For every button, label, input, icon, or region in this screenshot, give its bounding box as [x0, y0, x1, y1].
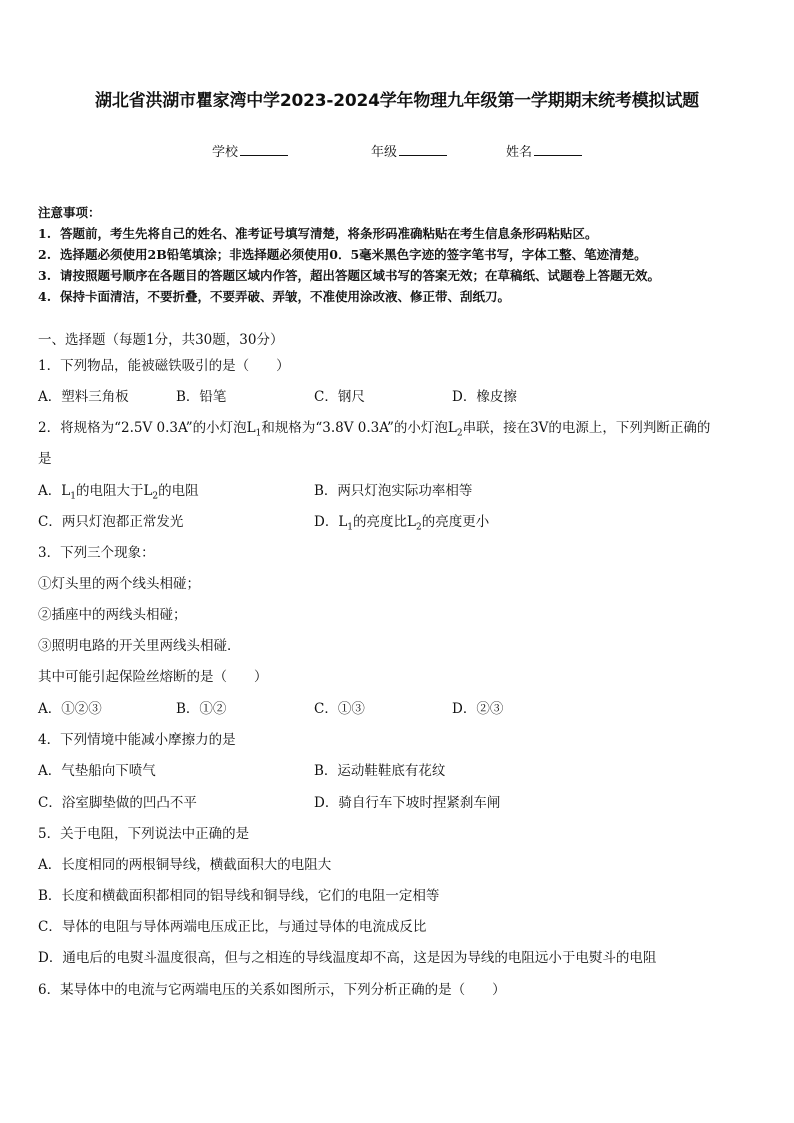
q4-option-d: D．骑自行车下坡时捏紧刹车闸 [314, 795, 501, 811]
q4-stem: 4．下列情境中能减小摩擦力的是 [38, 732, 236, 748]
q4-option-b: B．运动鞋鞋底有花纹 [314, 763, 446, 779]
q1-option-b: B．铅笔 [176, 389, 227, 405]
q3-option-b: B．①② [176, 701, 227, 717]
school-label: 学校 [212, 145, 239, 160]
q5-option-b: B．长度和横截面积都相同的铝导线和铜导线，它们的电阻一定相等 [38, 888, 440, 904]
q6-stem: 6．某导体中的电流与它两端电压的关系如图所示，下列分析正确的是（ ） [38, 982, 506, 998]
q1-option-c: C．钢尺 [314, 389, 365, 405]
q3-question: 其中可能引起保险丝熔断的是（ ） [38, 669, 268, 685]
page-title: 湖北省洪湖市瞿家湾中学2023-2024学年物理九年级第一学期期末统考模拟试题 [95, 91, 699, 111]
section-heading: 一、选择题（每题1分，共30题，30分） [38, 332, 284, 348]
notice-item: 1. 答题前，考生先将自己的姓名、准考证号填写清楚，将条形码准确粘贴在考生信息条形码粘贴区。 [38, 226, 598, 241]
q3-item: ③照明电路的开关里两线头相碰． [38, 638, 241, 654]
q2-option-b: B．两只灯泡实际功率相等 [314, 483, 473, 499]
grade-label: 年级 [371, 145, 398, 160]
q1-option-d: D．橡皮擦 [452, 389, 517, 405]
q2-option-a: A．$L_1$的电阻大于$L_2$的电阻 [38, 483, 199, 502]
q4-option-a: A．气垫船向下喷气 [38, 763, 156, 779]
notice-item: 2. 选择题必须使用2B铅笔填涂；非选择题必须使用0．5毫米黑色字迹的签字笔书写，字体工整、笔迹清楚。 [38, 247, 647, 262]
q2-stem: 2．将规格为“2.5V 0.3A”的小灯泡$L_1$和规格为“3.8V 0.3A”的小灯泡$L_2$串联，接在3V的电源上，下列判断正确的 [38, 420, 711, 439]
q5-option-d: D．通电后的电熨斗温度很高，但与之相连的导线温度却不高，这是因为导线的电阻远小于电熨斗的电阻 [38, 950, 657, 966]
name-field [506, 141, 582, 160]
grade-blank [399, 143, 447, 156]
q3-stem: 3．下列三个现象： [38, 545, 155, 561]
q4-option-c: C．浴室脚垫做的凹凸不平 [38, 795, 197, 811]
q3-option-d: D．②③ [452, 701, 504, 717]
school-blank [240, 143, 288, 156]
notice-item: 4. 保持卡面清洁，不要折叠，不要弄破、弄皱，不准使用涂改液、修正带、刮纸刀。 [38, 289, 511, 304]
q1-option-a: A．塑料三角板 [38, 389, 129, 405]
q3-item: ①灯头里的两个线头相碰； [38, 576, 200, 592]
q3-option-a: A．①②③ [38, 701, 102, 717]
q2-option-c: C．两只灯泡都正常发光 [38, 514, 184, 530]
q5-stem: 5．关于电阻，下列说法中正确的是 [38, 826, 250, 842]
q1-stem: 1．下列物品，能被磁铁吸引的是（ ） [38, 358, 290, 374]
q3-item: ②插座中的两线头相碰； [38, 607, 187, 623]
school-field [212, 141, 288, 160]
grade-field [371, 141, 447, 160]
name-blank [534, 143, 582, 156]
q3-option-c: C．①③ [314, 701, 365, 717]
q5-option-a: A．长度相同的两根铜导线，横截面积大的电阻大 [38, 857, 332, 873]
q2-option-d: D．$L_1$的亮度比$L_2$的亮度更小 [314, 514, 490, 533]
q5-option-c: C．导体的电阻与导体两端电压成正比，与通过导体的电流成反比 [38, 919, 427, 935]
notice-item: 3. 请按照题号顺序在各题目的答题区域内作答，超出答题区域书写的答案无效；在草稿纸、试题卷上答题无效。 [38, 268, 661, 283]
q2-stem-continued: 是 [38, 451, 52, 467]
name-label: 姓名 [506, 145, 533, 160]
notice-heading: 注意事项： [38, 205, 101, 220]
